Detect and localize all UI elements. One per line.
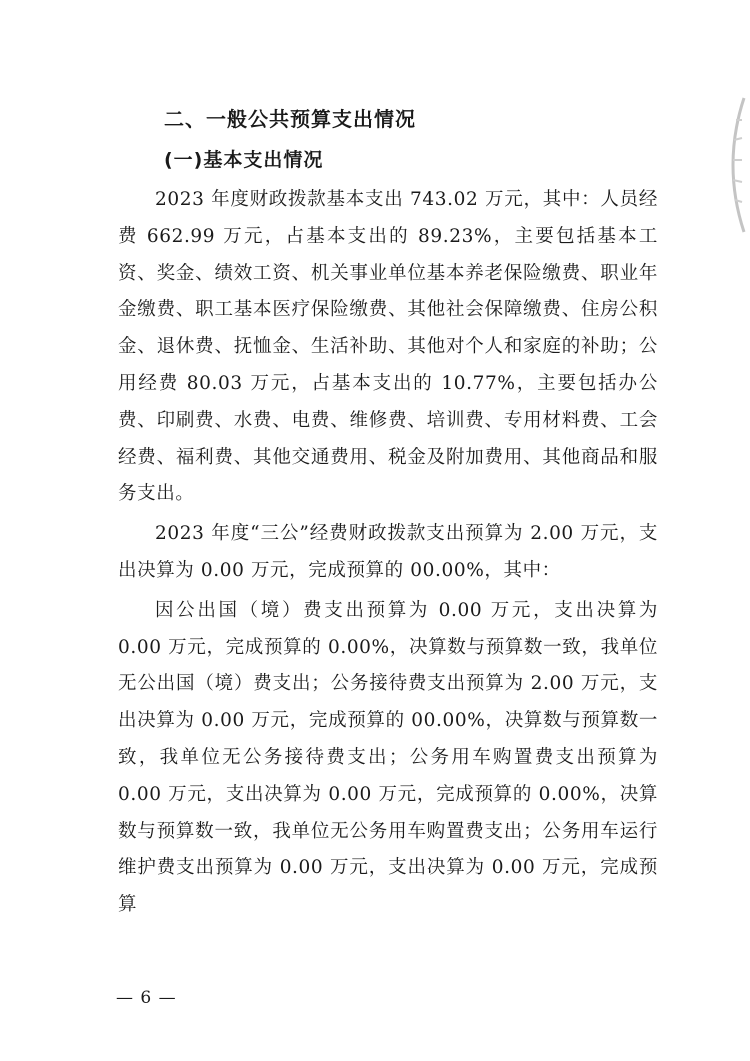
- page-number: — 6 —: [116, 988, 177, 1008]
- section-heading: 二、一般公共预算支出情况: [164, 107, 416, 131]
- paragraph-three-public-summary: 2023 年度“三公”经费财政拨款支出预算为 2.00 万元，支出决算为 0.00 万元，完成预算的 00.00%，其中：: [118, 523, 658, 581]
- paragraph-basic-expenditure: 2023 年度财政拨款基本支出 743.02 万元，其中：人员经费 662.99 万元，占基本支出的 89.23%，主要包括基本工资、奖金、绩效工资、机关事业单位基本养老保险缴费、职业年金缴费、职工基本医疗保险缴费、其他社会保障缴费、住房公积金、退休费、抚恤金、生活补助、其他对个人和家庭的补助；公用经费 80.03 万元，占基本支出的 10.77%，主要包括办公费、印刷费、水费、电费、维修费、培训费、专用材料费、工会经费、福利费、其他交通费用、税金及附加费用、其他商品和服务支出。: [118, 189, 658, 505]
- body-text: [118, 182, 658, 924]
- subsection-heading: (一)基本支出情况: [164, 149, 324, 171]
- seal-stamp-edge: [714, 90, 750, 240]
- paragraph-three-public-detail: 因公出国（境）费支出预算为 0.00 万元，支出决算为 0.00 万元，完成预算的 0.00%，决算数与预算数一致，我单位无公出国（境）费支出；公务接待费支出预算为 2.00 万元，支出决算为 0.00 万元，完成预算的 00.00%，决算数与预算数一致，我单位无公务接待费支出；公务用车购置费支出预算为 0.00 万元，支出决算为 0.00 万元，完成预算的 0.00%，决算数与预算数一致，我单位无公务用车购置费支出；公务用车运行维护费支出预算为 0.00 万元，支出决算为 0.00 万元，完成预算: [118, 599, 658, 916]
